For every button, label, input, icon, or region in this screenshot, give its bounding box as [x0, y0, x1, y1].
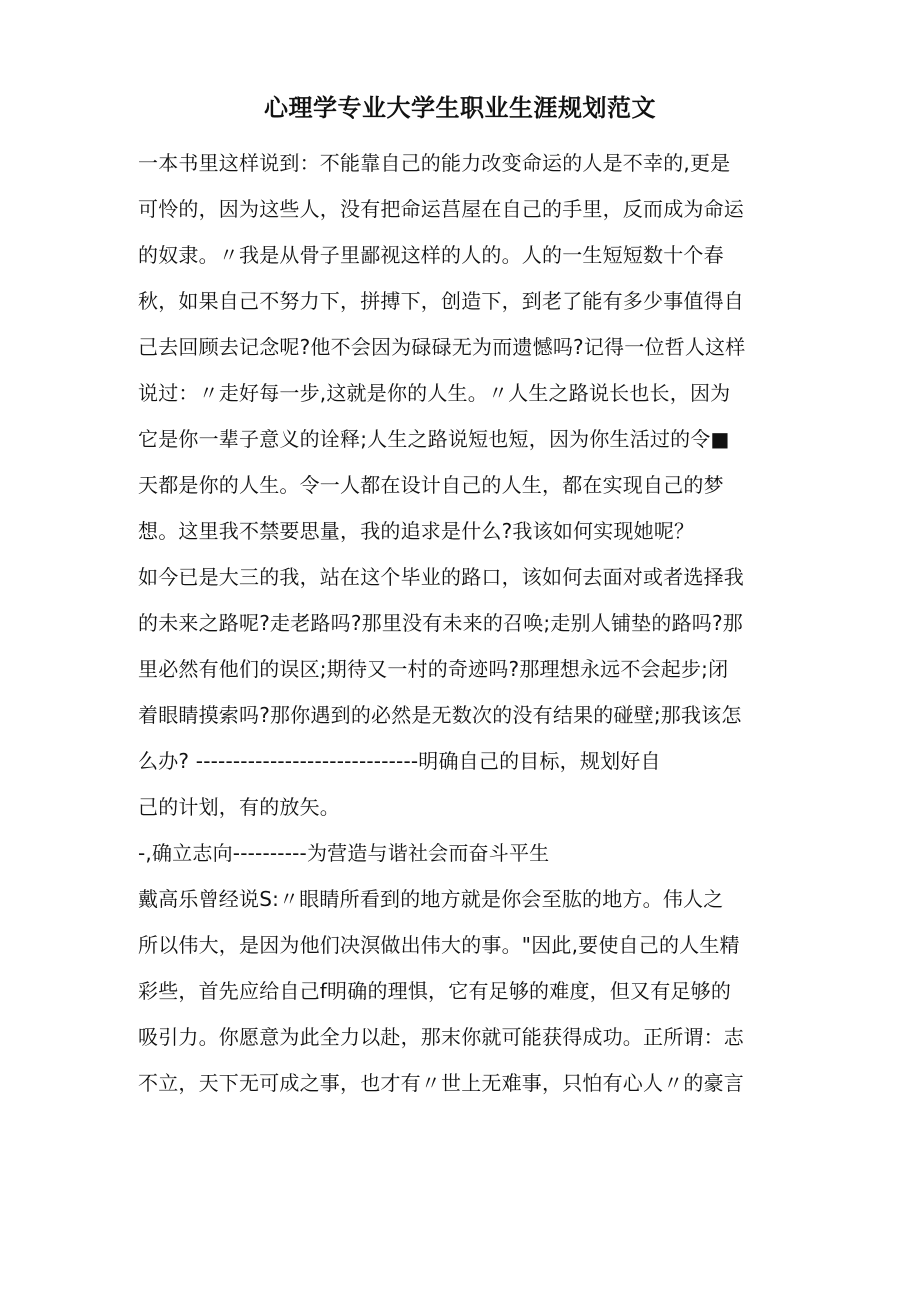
text-line: 己的计划，有的放矢。	[138, 795, 340, 819]
text-line: -,确立志向----------为营造与谐社会而奋斗平生	[138, 841, 550, 865]
text-line: 么办? ------------------------------明确自己的目标，规划好自	[138, 749, 661, 773]
text-line: 不立，天下无可成之事，也才有〃世上无难事，只怕有心人〃的豪言	[138, 1071, 744, 1095]
document-body	[138, 140, 798, 1106]
text-line: 秋，如果自己不努力下，拼搏下，创造下，到老了能有多少事值得自	[138, 289, 744, 313]
text-line: 的奴隶。〃我是从骨子里鄙视这样的人的。人的一生短短数十个春	[138, 243, 724, 267]
text-line: 它是你一辈子意义的诠释;人生之路说短也短，因为你生活过的令■	[138, 427, 730, 451]
text-line: 己去回顾去记念呢?他不会因为碌碌无为而遗憾吗?记得一位哲人这样	[138, 335, 746, 359]
text-line: 如今已是大三的我，站在这个毕业的路口，该如何去面对或者选择我	[138, 565, 744, 589]
text-line: 所以伟大，是因为他们决溟做出伟大的事。"因此,要使自己的人生精	[138, 933, 740, 957]
text-line: 可怜的，因为这些人，没有把命运莒屋在自己的手里，反而成为命运	[138, 197, 744, 221]
text-line: 的未来之路呢?走老路吗?那里没有未来的召唤;走别人铺垫的路吗?那	[138, 611, 743, 635]
text-line: 吸引力。你愿意为此全力以赴，那末你就可能获得成功。正所谓：志	[138, 1025, 744, 1049]
text-line: 彩些，首先应给自己f明确的理惧，它有足够的难度，但又有足够的	[138, 979, 732, 1003]
text-line: 想。这里我不禁要思量，我的追求是什么?我该如何实现她呢？	[138, 519, 695, 543]
text-line: 一本书里这样说到：不能靠自己的能力改变命运的人是不幸的,更是	[138, 151, 731, 175]
text-line: 着眼睛摸索吗?那你遇到的必然是无数次的没有结果的碰壁;那我该怎	[138, 703, 742, 727]
text-line: 戴高乐曾经说S:〃眼睛所看到的地方就是你会至肱的地方。伟人之	[138, 887, 724, 911]
text-line: 里必然有他们的误区;期待又一村的奇迹吗?那理想永远不会起步;闭	[138, 657, 729, 681]
document-title: 心理学专业大学生职业生涯规划范文	[264, 94, 656, 122]
text-line: 天都是你的人生。令一人都在设计自己的人生，都在实现自己的梦	[138, 473, 724, 497]
text-line: 说过：〃走好每一步,这就是你的人生。〃人生之路说长也长，因为	[138, 381, 731, 405]
